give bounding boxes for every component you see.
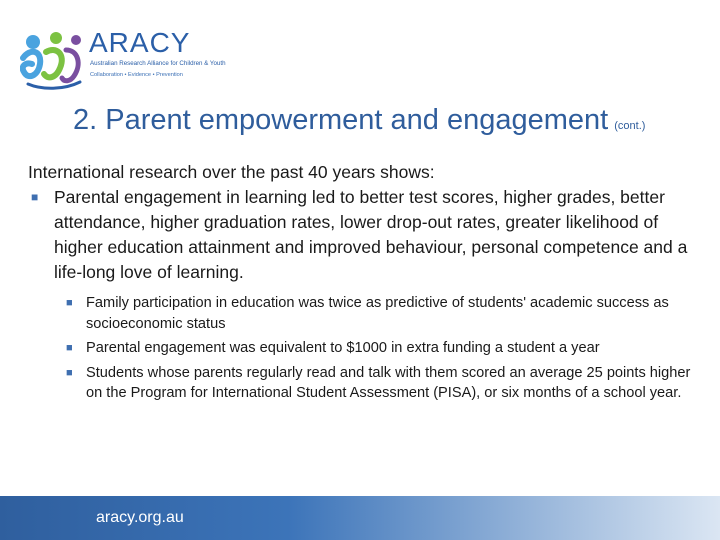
sub-bullet-item — [60, 338, 706, 359]
logo-subline: Collaboration • Evidence • Prevention — [90, 72, 183, 78]
aracy-figures-logo-icon — [20, 28, 86, 90]
bullet-list — [28, 185, 692, 404]
logo-brand-text: ARACY — [89, 27, 191, 58]
sub-bullet-item — [60, 293, 706, 334]
slide-title-suffix: (cont.) — [614, 120, 646, 132]
bullet-text: Parental engagement in learning led to better test scores, higher grades, better attendance, higher graduation rates, lower drop-out rates, greater likelihood of higher education attainment and improved behaviour, personal competence and a life-long love of learning. — [54, 187, 688, 282]
sub-bullet-text: Students whose parents regularly read and talk with them scored an average 25 points higher on the Program for International Student Assessment (PISA), or six months of a school year. — [86, 364, 691, 401]
footer-url-link[interactable]: aracy.org.au — [96, 509, 184, 526]
aracy-logo — [20, 26, 270, 92]
square-bullet-icon: ■ — [66, 297, 73, 309]
square-bullet-icon: ■ — [66, 342, 73, 354]
intro-text: International research over the past 40 years shows: — [28, 162, 435, 182]
square-bullet-icon: ■ — [66, 366, 73, 379]
sub-bullet-list — [60, 293, 692, 404]
slide-title — [73, 104, 645, 137]
slide-body — [28, 160, 692, 408]
sub-bullet-text: Parental engagement was equivalent to $1000 in extra funding a student a year — [86, 340, 600, 356]
footer-bar — [0, 496, 720, 540]
slide-title-main: 2. Parent empowerment and engagement — [73, 104, 609, 136]
bullet-item — [28, 185, 692, 404]
sub-bullet-text: Family participation in education was twice as predictive of students' academic success as socioeconomic status — [86, 295, 669, 332]
logo-tagline: Australian Research Alliance for Children & Youth — [90, 60, 226, 67]
sub-bullet-item — [60, 363, 706, 404]
square-bullet-icon: ■ — [31, 190, 39, 204]
